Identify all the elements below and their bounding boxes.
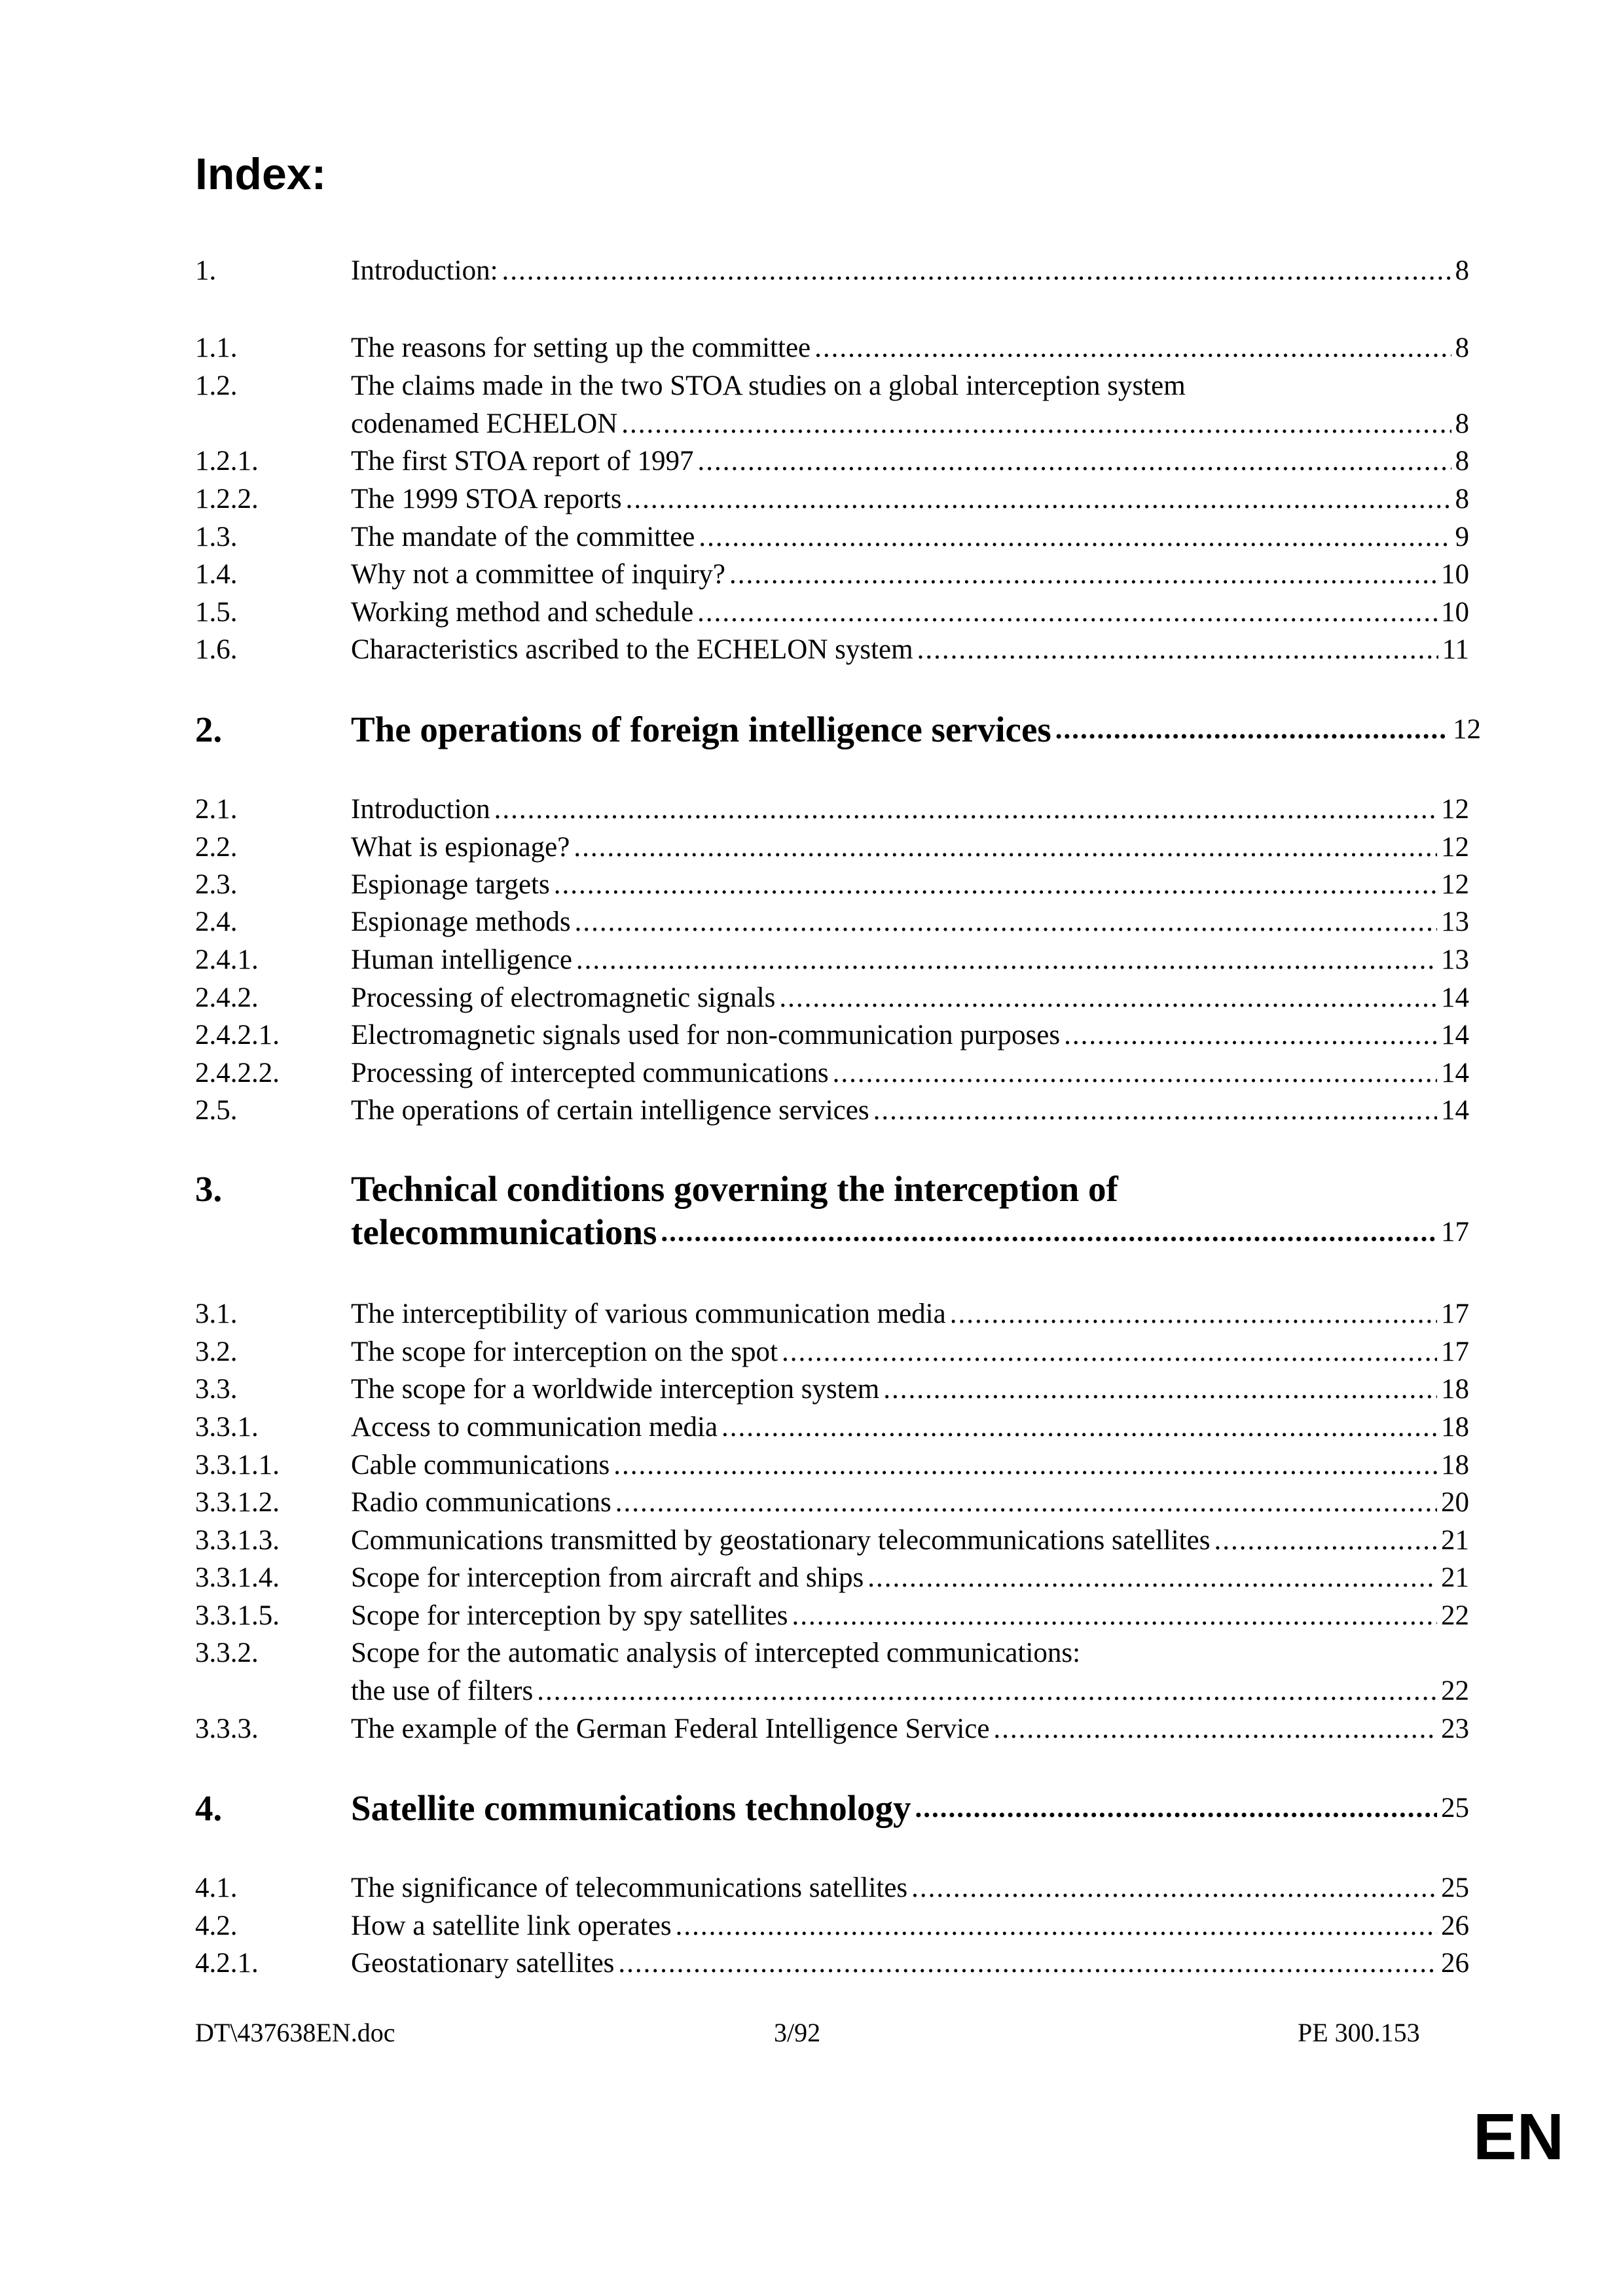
entry-title: The interceptibility of various communication media [351,1299,946,1329]
dot-leader [676,1907,1437,1945]
toc-entry[interactable] [195,1597,1469,1635]
entry-number: 1.2. [195,370,238,401]
entry-title: Scope for interception from aircraft and ships [351,1562,864,1593]
dot-leader [537,1672,1437,1710]
toc-entry-continuation[interactable] [351,405,1469,443]
entry-number: 4.1. [195,1873,238,1903]
entry-page: 26 [1441,1910,1469,1941]
entry-title: Communications transmitted by geostationary telecommunications satellites [351,1525,1211,1556]
toc-entry[interactable] [195,480,1469,518]
entry-title: The 1999 STOA reports [351,484,622,514]
entry-number: 3.3.1. [195,1412,259,1443]
entry-title: The significance of telecommunications satellites [351,1873,908,1903]
toc-entry[interactable] [195,594,1469,632]
entry-page: 21 [1441,1525,1469,1556]
toc-entry[interactable] [195,903,1469,941]
entry-number: 2.4.2.1. [195,1020,280,1050]
entry-title: What is espionage? [351,832,570,863]
dot-leader [782,1333,1437,1371]
dot-leader [576,941,1437,979]
entry-page: 12 [1441,832,1469,863]
entry-title-continued: codenamed ECHELON [351,408,618,439]
entry-title: The scope for a worldwide interception system [351,1374,880,1405]
language-code: EN [1473,2100,1564,2174]
entry-title: Human intelligence [351,944,572,975]
dot-leader [1055,704,1449,753]
entry-page: 14 [1441,1095,1469,1126]
toc-entry[interactable] [195,1559,1469,1597]
toc-chapter[interactable] [195,707,1481,753]
entry-page: 8 [1455,446,1469,476]
entry-number: 3.3.1.5. [195,1600,280,1631]
entry-title: Cable communications [351,1450,610,1480]
entry-title: Introduction [351,794,490,825]
chapter-page: 17 [1441,1217,1469,1247]
footer-pe-ref: PE 300.153 [1298,2018,1420,2047]
chapter-page: 12 [1453,714,1481,745]
toc-entry[interactable] [195,442,1469,480]
entry-number: 3.3.3. [195,1713,259,1744]
entry-number: 1. [195,255,217,286]
entry-page: 8 [1455,332,1469,363]
dot-leader [779,979,1437,1017]
entry-title: Processing of electromagnetic signals [351,982,776,1013]
dot-leader [494,791,1437,829]
entry-page: 17 [1441,1336,1469,1367]
dot-leader [867,1559,1437,1597]
dot-leader [699,518,1451,556]
entry-page: 22 [1441,1676,1469,1706]
toc-entry[interactable] [195,979,1469,1017]
toc-entry[interactable] [195,1484,1469,1522]
toc-entry[interactable] [195,367,1469,405]
toc-entry[interactable] [195,866,1469,904]
toc-entry[interactable] [195,791,1469,829]
dot-leader [950,1295,1437,1333]
entry-page: 8 [1455,255,1469,286]
toc-entry[interactable] [195,1092,1469,1130]
dot-leader [814,329,1451,367]
dot-leader [792,1597,1437,1635]
entry-page: 8 [1455,484,1469,514]
toc-entry[interactable] [195,252,1469,290]
dot-leader [873,1092,1437,1130]
toc-entry[interactable] [195,1016,1469,1054]
entry-number: 2.2. [195,832,238,863]
dot-leader [993,1710,1437,1748]
toc-entry[interactable] [195,1333,1469,1371]
entry-page: 14 [1441,1058,1469,1088]
entry-title: The first STOA report of 1997 [351,446,694,476]
entry-number: 1.1. [195,332,238,363]
entry-title: The mandate of the committee [351,522,695,552]
entry-title: Espionage targets [351,869,550,900]
toc-entry[interactable] [195,329,1469,367]
dot-leader [502,252,1451,290]
entry-title: Why not a committee of inquiry? [351,559,725,590]
entry-page: 9 [1455,522,1469,552]
toc-entry[interactable] [195,1054,1469,1092]
dot-leader [917,631,1438,669]
entry-title-continued: the use of filters [351,1676,534,1706]
entry-title: Espionage methods [351,906,571,937]
entry-number: 2.4. [195,906,238,937]
entry-number: 3.3.1.2. [195,1487,280,1518]
dot-leader [574,829,1437,867]
entry-number: 3.3.1.1. [195,1450,280,1480]
toc-entry[interactable] [195,1634,1469,1672]
entry-page: 8 [1455,408,1469,439]
entry-page: 20 [1441,1487,1469,1518]
entry-title: The claims made in the two STOA studies on a global interception system [351,370,1186,401]
entry-title: Characteristics ascribed to the ECHELON system [351,634,913,665]
toc-entry[interactable] [195,1907,1469,1945]
entry-title: The scope for interception on the spot [351,1336,778,1367]
toc-entry[interactable] [195,518,1469,556]
toc-chapter-continuation[interactable] [351,1210,1469,1255]
toc-entry-continuation[interactable] [351,1672,1469,1710]
chapter-title: The operations of foreign intelligence services [351,709,1051,749]
chapter-number: 2. [195,709,223,749]
entry-title: The reasons for setting up the committee [351,332,811,363]
toc-entry[interactable] [195,1522,1469,1560]
chapter-title-continued: telecommunications [351,1212,657,1252]
entry-title: Geostationary satellites [351,1948,615,1979]
entry-page: 11 [1442,634,1469,665]
dot-leader [626,480,1451,518]
entry-number: 3.3.1.3. [195,1525,280,1556]
dot-leader [697,594,1437,632]
entry-number: 1.4. [195,559,238,590]
entry-title: Processing of intercepted communications [351,1058,829,1088]
entry-page: 18 [1441,1450,1469,1480]
entry-page: 18 [1441,1412,1469,1443]
entry-title: Scope for the automatic analysis of intercepted communications: [351,1638,1081,1668]
entry-title: Introduction: [351,255,498,286]
dot-leader [729,556,1437,594]
entry-number: 2.4.2.2. [195,1058,280,1088]
dot-leader [721,1408,1437,1446]
entry-title: The example of the German Federal Intelligence Service [351,1713,990,1744]
entry-page: 12 [1441,869,1469,900]
dot-leader [911,1869,1437,1907]
footer-page-number: 3/92 [774,2018,821,2047]
toc-chapter[interactable] [195,1785,1469,1831]
entry-page: 26 [1441,1948,1469,1979]
entry-number: 1.3. [195,522,238,552]
entry-page: 10 [1441,559,1469,590]
chapter-number: 3. [195,1169,223,1209]
entry-number: 1.2.1. [195,446,259,476]
entry-number: 3.3.1.4. [195,1562,280,1593]
entry-number: 1.2.2. [195,484,259,514]
entry-number: 2.4.1. [195,944,259,975]
entry-page: 21 [1441,1562,1469,1593]
toc-entry[interactable] [195,1446,1469,1484]
chapter-number: 4. [195,1788,223,1828]
toc-entry[interactable] [195,631,1469,669]
entry-number: 3.2. [195,1336,238,1367]
entry-number: 4.2.1. [195,1948,259,1979]
entry-title: Access to communication media [351,1412,718,1443]
toc-entry[interactable] [195,941,1469,979]
dot-leader [883,1371,1437,1408]
entry-title: Scope for interception by spy satellites [351,1600,788,1631]
entry-title: Radio communications [351,1487,611,1518]
entry-title: How a satellite link operates [351,1910,672,1941]
entry-number: 1.5. [195,597,238,628]
entry-page: 25 [1441,1873,1469,1903]
toc-entry[interactable] [195,556,1469,594]
chapter-page: 25 [1441,1793,1469,1823]
entry-title: Working method and schedule [351,597,694,628]
entry-page: 12 [1441,794,1469,825]
dot-leader [621,405,1451,443]
entry-number: 3.3.2. [195,1638,259,1668]
toc-entry[interactable] [195,829,1469,867]
dot-leader [613,1446,1437,1484]
entry-page: 14 [1441,982,1469,1013]
dot-leader [1214,1522,1437,1560]
entry-page: 14 [1441,1020,1469,1050]
toc-entry[interactable] [195,1869,1469,1907]
entry-page: 10 [1441,597,1469,628]
index-title: Index: [195,149,327,199]
entry-page: 22 [1441,1600,1469,1631]
entry-number: 4.2. [195,1910,238,1941]
toc-entry[interactable] [195,1371,1469,1408]
entry-number: 2.1. [195,794,238,825]
footer-doc-ref: DT\437638EN.doc [195,2018,395,2047]
chapter-title: Technical conditions governing the interception of [351,1169,1118,1209]
entry-page: 13 [1441,944,1469,975]
entry-number: 2.5. [195,1095,238,1126]
entry-number: 2.3. [195,869,238,900]
dot-leader [615,1484,1437,1522]
toc-entry[interactable] [195,1945,1469,1982]
dot-leader [618,1945,1437,1982]
toc-entry[interactable] [195,1710,1469,1748]
entry-page: 23 [1441,1713,1469,1744]
toc-chapter[interactable] [195,1166,1469,1212]
entry-page: 17 [1441,1299,1469,1329]
entry-title: The operations of certain intelligence services [351,1095,869,1126]
entry-number: 1.6. [195,634,238,665]
entry-title: Electromagnetic signals used for non-communication purposes [351,1020,1061,1050]
dot-leader [1064,1016,1437,1054]
entry-page: 13 [1441,906,1469,937]
dot-leader [554,866,1437,904]
dot-leader [833,1054,1437,1092]
dot-leader [698,442,1451,480]
dot-leader [661,1206,1437,1255]
entry-page: 18 [1441,1374,1469,1405]
dot-leader [915,1782,1437,1831]
entry-number: 2.4.2. [195,982,259,1013]
chapter-title: Satellite communications technology [351,1788,911,1828]
entry-number: 3.3. [195,1374,238,1405]
toc-entry[interactable] [195,1295,1469,1333]
toc-entry[interactable] [195,1408,1469,1446]
entry-number: 3.1. [195,1299,238,1329]
dot-leader [575,903,1437,941]
